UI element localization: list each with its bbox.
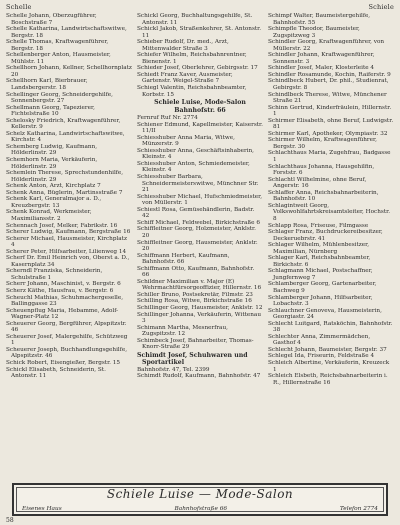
directory-entry: Schiefer Wilhelm, Reichsbahnrentner, Bienenstr. 1	[137, 52, 247, 65]
directory-entry: Scherer Michael, Hausmeister, Kirchplatz 4	[6, 235, 127, 249]
directory-entry: Schindler Josef, Maler, Klosterleite 4	[268, 65, 375, 72]
directory-entry: Schlapp Rosa, Friseuse, Filmgasse	[268, 222, 369, 229]
directory-entry: Schirmer Elisabeth, ohne Beruf, Ludwigstr. 81	[268, 117, 394, 131]
directory-entry: Schlaffer Anna, Reichsbahnarbeiterin, Bahnhofstr. 10	[268, 189, 379, 203]
directory-entry: Schelosky Friedrich, Kraftwagenführer, Kellerstr. 9	[6, 117, 121, 131]
directory-entry: Schiestl Rosa, Gemüsehändlerin, Badstr. 42	[137, 206, 255, 220]
advertisement-left: Eisenes Haus	[22, 506, 62, 512]
directory-entry: Schiener Edmund, Kapellmeister, Kaiserstr. 11/II	[137, 121, 263, 135]
directory-entry: Schinn Gertrud, Kinderfräulein, Hillernstr. 1	[268, 104, 392, 118]
directory-entry: Schlager Karl, Reichsbahnbeamter, Birkichstr. 6	[268, 255, 371, 268]
directory-entry: Schindlbeck Hubert, Dr. phil., Studienrat, Gebirgstr. 8	[268, 78, 389, 92]
directory-entry: Schlachthaus Johanna, Hausgehilfin, Forststr. 6	[268, 163, 375, 177]
advertisement-address: Bahnhofstraße 66	[174, 506, 228, 512]
directory-entry: Schlager Franz, Buchdruckereibesitzer, Deckeruebrstr. 41	[268, 229, 383, 242]
advertisement-phone: Telefon 2774	[339, 506, 378, 512]
directory-entry: Schleich Elsbeth, Reichsbahnarbeiterin i. R., Hillernstraße 16	[268, 373, 388, 386]
directory-entry: Schimpf Walter, Baumeistergehilfe, Bahnhofstr. 55	[268, 13, 371, 26]
directory-entry: Schillinger Georg, Hausmeister, Anklstr. 12	[137, 304, 263, 311]
directory-entry: Schickl Georg, Buchhaltungsgehilfe, St. Antonstr. 11	[137, 13, 253, 26]
directory-entry: Schlachtl Wilhelmine, ohne Beruf, Angerstr. 16	[268, 176, 367, 190]
directory-entry: Schemhorn Maria, Verkäuferin, Hölderlinstr. 29	[6, 157, 98, 170]
directory-entry: Schirmer Karl, Apotheker, Olympiastr. 32	[268, 130, 388, 137]
directory-entry: Schlachthaus Maria, Zugehfrau, Badgasse 1	[268, 150, 391, 164]
directory-entry: Schiesshuber Anna, Geschäftsinhaberin, Kleinstr. 4	[137, 147, 254, 161]
directory-entry: Schelle Katharina, Landwirtschaftswitwe, Bergstr. 18	[6, 26, 127, 39]
directory-entry: Scherndl Franziska, Schneiderin, Schulstraße 1	[6, 268, 103, 281]
directory-entry: Schlager Wilhelm, Mühlenbesitzer, Maximilian, Nürnberg	[268, 242, 370, 255]
directory-entry: Schlagmann Michael, Postschaffner, Jungfernweg 7	[268, 268, 373, 281]
directory-entry: Scherz Käthe, Hausfrau, v. Bergstr. 6	[6, 287, 114, 294]
directory-entry: Schindler Georg, Kraftwagenführer, von Müllerstr. 22	[268, 39, 385, 52]
directory-entry: Schellhorn Karl, Bierbrauer, Landsbergerstr. 18	[6, 78, 88, 92]
advertisement-details	[22, 506, 378, 512]
directory-entry: Schiffleitner Georg, Hausmeister, Anklstr. 20	[137, 239, 258, 253]
directory-entry: Schelz Katharina, Landwirtschaftswitwe, Kirchstr. 4	[6, 130, 125, 144]
directory-entry: Schiesshuber Michael, Hufschmiedmeister, von Müllerstr. 1	[137, 193, 263, 207]
directory-entry: Schenk Konrad, Werkmeister, Maximiliansstr. 2	[6, 209, 92, 222]
running-head-left: Schelle	[6, 3, 32, 11]
directory-entry: Schiesshuber Anna Maria, Witwe, Münzerstr. 9	[137, 134, 235, 148]
directory-entry: Schiesshuber Barbara, Schneidermeisterswitwe, Münchner Str. 21	[137, 174, 259, 194]
advertisement-box	[12, 483, 388, 516]
directory-entry: Schindler Rosamunde, Kochin, Raiferstr. 9	[268, 71, 391, 78]
directory-entry: Schiegl Valentin, Reichsbahnbeamter, Korbstr. 15	[137, 85, 247, 98]
directory-entry: Schiff Michael, Feldwebel, Birkichstraße 6	[137, 219, 260, 226]
directory-entry: Schellenberger Anton, Hausmeister, Mühlstr. 11	[6, 52, 111, 65]
directory-entry: Schlamberger Johann, Hilfsarbeiter, Lobachstr. 3	[268, 294, 373, 308]
directory-entry: Schlagintweit Georg, Volkswohlfahrtskreisamtsleiter, Hochstr. 8	[268, 202, 391, 222]
column-2	[137, 13, 263, 386]
column-1	[6, 13, 132, 386]
directory-entry: Schildner Maximilian v. Major (E) Wehrmachtfürsorgeoffizier, Hillernstr. 16	[137, 278, 262, 292]
running-head	[6, 3, 394, 12]
directory-entry: Schindler Johann, Kraftwagenführer, Sonnenstr. 3	[268, 52, 375, 65]
directory-entry: Schiffmann Otto, Kaufmann, Bahnhofstr. 66	[137, 265, 255, 279]
page-number: 58	[6, 517, 14, 524]
directory-entry: Schellhorn Johann, Kellner, Schellhornplatz 20	[6, 65, 132, 78]
directory-entry: Schelle Thomas, Kraftwagenführer, Bergstr. 18	[6, 39, 109, 52]
directory-entry: Schirmer Wilhelm, Kraftwagenführer, Bergstr. 30	[268, 137, 377, 150]
directory-entry: Schiffmann Herbert, Kaufmann, Bahnhofstr. 66	[137, 252, 230, 266]
directory-entry: Schickl Jakob, Straßenkehrer, St. Antonstr. 11	[137, 26, 262, 39]
directory-entry: Schemberg Ludwig, Kaufmann, Hölderlinstr. 29	[6, 143, 98, 157]
directory-entry: Schickl Elisabeth, Schneiderin, St. Antonstr. 11	[6, 366, 106, 380]
directory-entry: Scherer Peter, Hilfsarbeiter, Lilienweg 14	[6, 248, 127, 255]
running-head-right: Schiele	[368, 3, 394, 11]
directory-entry: Schenk Anton, Arzt, Kirchplatz 7	[6, 183, 101, 190]
directory-entry: Schimdt Rudolf, Kaufmann, Bahnhofstr. 47	[137, 373, 261, 380]
listing-heading: Schiele Luise, Mode-Salon	[154, 99, 246, 107]
directory-entry: Schiffleitner Georg, Holzmeister, Anklstr. 20	[137, 226, 256, 239]
directory-entry: Scheuchl Mathias, Schuhmachergeselle, Ballinggasse 23	[6, 294, 124, 308]
directory-entry: Schemlein Therese, Sprechstundenhilfe, Hölderlinstr. 29	[6, 170, 124, 183]
directory-entry: Schimbeck Josef, Bahnarbeiter, Thomas-Knorr-Straße 29	[137, 337, 254, 351]
directory-entry: Scheuerer Georg, Bergführer, Alpspitzstr. 46	[6, 320, 127, 334]
directory-entry: Schieder Josef, Oberlehrer, Gebirgsstr. 17	[137, 65, 258, 72]
listing-heading: Schimdt Josef, Schuhwaren und Sportartikel	[137, 351, 248, 366]
directory-entry: Schimann Martha, Mesnerfrau, Zugspitzstr. 12	[137, 324, 228, 338]
directory-entry: Schenk Karl, Generalmajor a. D., Kreuzbergstr. 13	[6, 196, 102, 209]
directory-entry: Schieber Rudolf, Dr. med., Arzt, Mittenwalder Straße 3	[137, 39, 229, 52]
column-3	[268, 13, 394, 386]
listing-heading: Bahnhofstr. 66	[174, 107, 226, 115]
directory-entry: Schilling Rosa, Witwe, Birkichstraße 16	[137, 298, 252, 305]
directory-entry: Scheuerer Josef, Malergehilfe, Schützweg 1	[6, 333, 128, 347]
directory-entry: Schlecht Luitgard, Ratsköchin, Bahnhofstr. 38	[268, 320, 393, 334]
directory-entry: Scherf Dr. Emil Heinrich von, Oberst a. D., Kasernplatz 34	[6, 255, 130, 268]
directory-entry: Scheuenpflug Maria, Hebamme, Adolf-Wagner-Platz 12	[6, 307, 119, 321]
directory-entry: Schimpfle Theodor, Baumeister, Zugspitzweg 3	[268, 26, 360, 39]
directory-entry: Schelle Johann, Oberzugführer, Boschstraße 7	[6, 13, 97, 26]
directory-entry: Schlecht Johann, Baumeister, Bergstr. 37	[268, 346, 387, 353]
directory-entry: Schiedt Franz Xaver, Ausmeister, Gartenstr. Weigel-Straße 7	[137, 71, 233, 85]
directory-entry: Schennach Josef, Melker, Fabrikstr. 16	[6, 222, 118, 229]
directory-entry: Schellmann Georg, Tapezierer, Fichtelstraße 10	[6, 104, 95, 118]
directory-entry: Schlamberger Georg, Gartenarbeiter, Bachweg 9	[268, 281, 377, 294]
directory-entry: Bahnhofstr. 47, Tel. 2399	[137, 366, 210, 373]
directory-entry: Schellinger Georg, Schneidergehilfe, Sonnenbergstr. 27	[6, 91, 113, 105]
directory-columns	[6, 13, 394, 386]
directory-entry: Schiesshuber Anton, Schmiedemeister, Kleinstr. 4	[137, 160, 250, 174]
advertisement-title: Schiele Luise — Mode-Salon	[106, 487, 294, 501]
directory-entry: Schleich Albertine, Verkäuferin, Kreuzeck 1	[268, 359, 390, 373]
directory-entry: Scheuerer Joseph, Buchhandlungsgehilfe, Alpspitzstr. 46	[6, 346, 127, 360]
directory-entry: Schlauchner Genoveva, Hausmeisterin, Georgiastr. 24	[268, 307, 382, 321]
directory-entry: Schenk Anna, Büglerin, Martinsstraße 7	[6, 189, 123, 196]
directory-entry: Schlegel Ida, Friseurin, Feldstraße 4	[268, 353, 375, 360]
directory-entry: Schindlbeck Therese, Witwe, Münchener Straße 21	[268, 91, 387, 105]
directory-entry: Schick Robert, Eisengießer, Bergstr. 15	[6, 359, 121, 366]
directory-entry: Fernruf Ruf Nr. 2774	[137, 115, 198, 122]
directory-entry: Schiller Bruno, Postsekretär, Filmstr. 23	[137, 291, 253, 298]
directory-entry: Schillinger Johanna, Verkäuferin, Wittenau 3	[137, 311, 261, 325]
directory-entry: Schlechter Anna, Zimmermädchen, Gasthof 4	[268, 333, 371, 347]
directory-entry: Scherer Ludwig, Kaufmann, Bergstraße 16	[6, 229, 131, 236]
directory-entry: Scherr Johann, Maschinist, v. Bergstr. 6	[6, 281, 121, 288]
